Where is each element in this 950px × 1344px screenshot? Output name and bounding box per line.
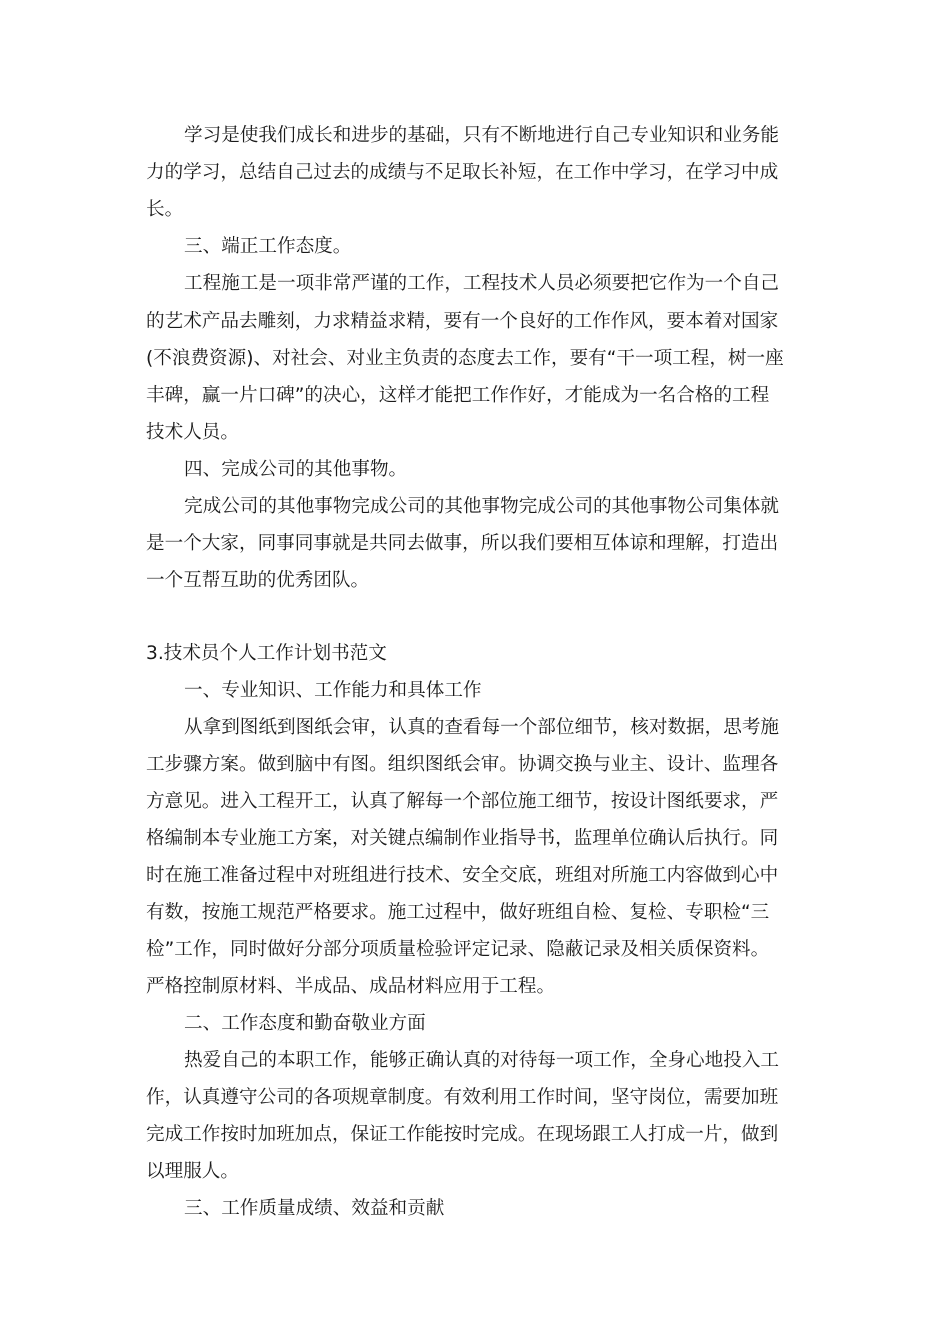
paragraph-line: 是一个大家，同事同事就是共同去做事，所以我们要相互体谅和理解，打造出: [146, 533, 779, 554]
paragraph-line: 时在施工准备过程中对班组进行技术、安全交底，班组对所施工内容做到心中: [146, 865, 779, 886]
paragraph-line: 长。: [146, 199, 184, 220]
paragraph-line: 力的学习，总结自己过去的成绩与不足取长补短，在工作中学习，在学习中成: [146, 162, 779, 183]
paragraph-line: 以理服人。: [146, 1161, 239, 1182]
paragraph-line: 丰碑，赢一片口碑”的决心，这样才能把工作作好，才能成为一名合格的工程: [146, 385, 770, 406]
paragraph-line: 工步骤方案。做到脑中有图。组织图纸会审。协调交换与业主、设计、监理各: [146, 754, 779, 775]
section-title: 3.技术员个人工作计划书范文: [146, 643, 387, 664]
paragraph-line: 的艺术产品去雕刻，力求精益求精，要有一个良好的工作作风，要本着对国家: [146, 311, 779, 332]
paragraph-line: 格编制本专业施工方案，对关键点编制作业指导书，监理单位确认后执行。同: [146, 828, 779, 849]
paragraph-line: 作，认真遵守公司的各项规章制度。有效利用工作时间，坚守岗位，需要加班: [146, 1087, 779, 1108]
paragraph-line: 方意见。进入工程开工，认真了解每一个部位施工细节，按设计图纸要求，严: [146, 791, 779, 812]
section-heading: 二、工作态度和勤奋敬业方面: [184, 1013, 426, 1034]
paragraph-line: 检”工作，同时做好分部分项质量检验评定记录、隐蔽记录及相关质保资料。: [146, 939, 770, 960]
section-heading: 三、工作质量成绩、效益和贡献: [184, 1198, 445, 1219]
paragraph-line: (不浪费资源)、对社会、对业主负责的态度去工作，要有“干一项工程，树一座: [146, 348, 784, 369]
paragraph-line: 从拿到图纸到图纸会审，认真的查看每一个部位细节，核对数据，思考施: [184, 717, 780, 738]
paragraph-line: 有数，按施工规范严格要求。施工过程中，做好班组自检、复检、专职检“三: [146, 902, 770, 923]
section-heading: 三、端正工作态度。: [184, 236, 352, 257]
paragraph-line: 技术人员。: [146, 422, 239, 443]
paragraph-line: 热爱自己的本职工作，能够正确认真的对待每一项工作，全身心地投入工: [184, 1050, 780, 1071]
section-heading: 一、专业知识、工作能力和具体工作: [184, 680, 482, 701]
section-heading: 四、完成公司的其他事物。: [184, 459, 408, 480]
paragraph-line: 严格控制原材料、半成品、成品材料应用于工程。: [146, 976, 556, 997]
paragraph-line: 学习是使我们成长和进步的基础，只有不断地进行自己专业知识和业务能: [184, 125, 780, 146]
paragraph-line: 完成工作按时加班加点，保证工作能按时完成。在现场跟工人打成一片，做到: [146, 1124, 779, 1145]
paragraph-line: 完成公司的其他事物完成公司的其他事物完成公司的其他事物公司集体就: [184, 496, 780, 517]
paragraph-line: 一个互帮互助的优秀团队。: [146, 570, 370, 591]
paragraph-line: 工程施工是一项非常严谨的工作，工程技术人员必须要把它作为一个自己: [184, 273, 780, 294]
